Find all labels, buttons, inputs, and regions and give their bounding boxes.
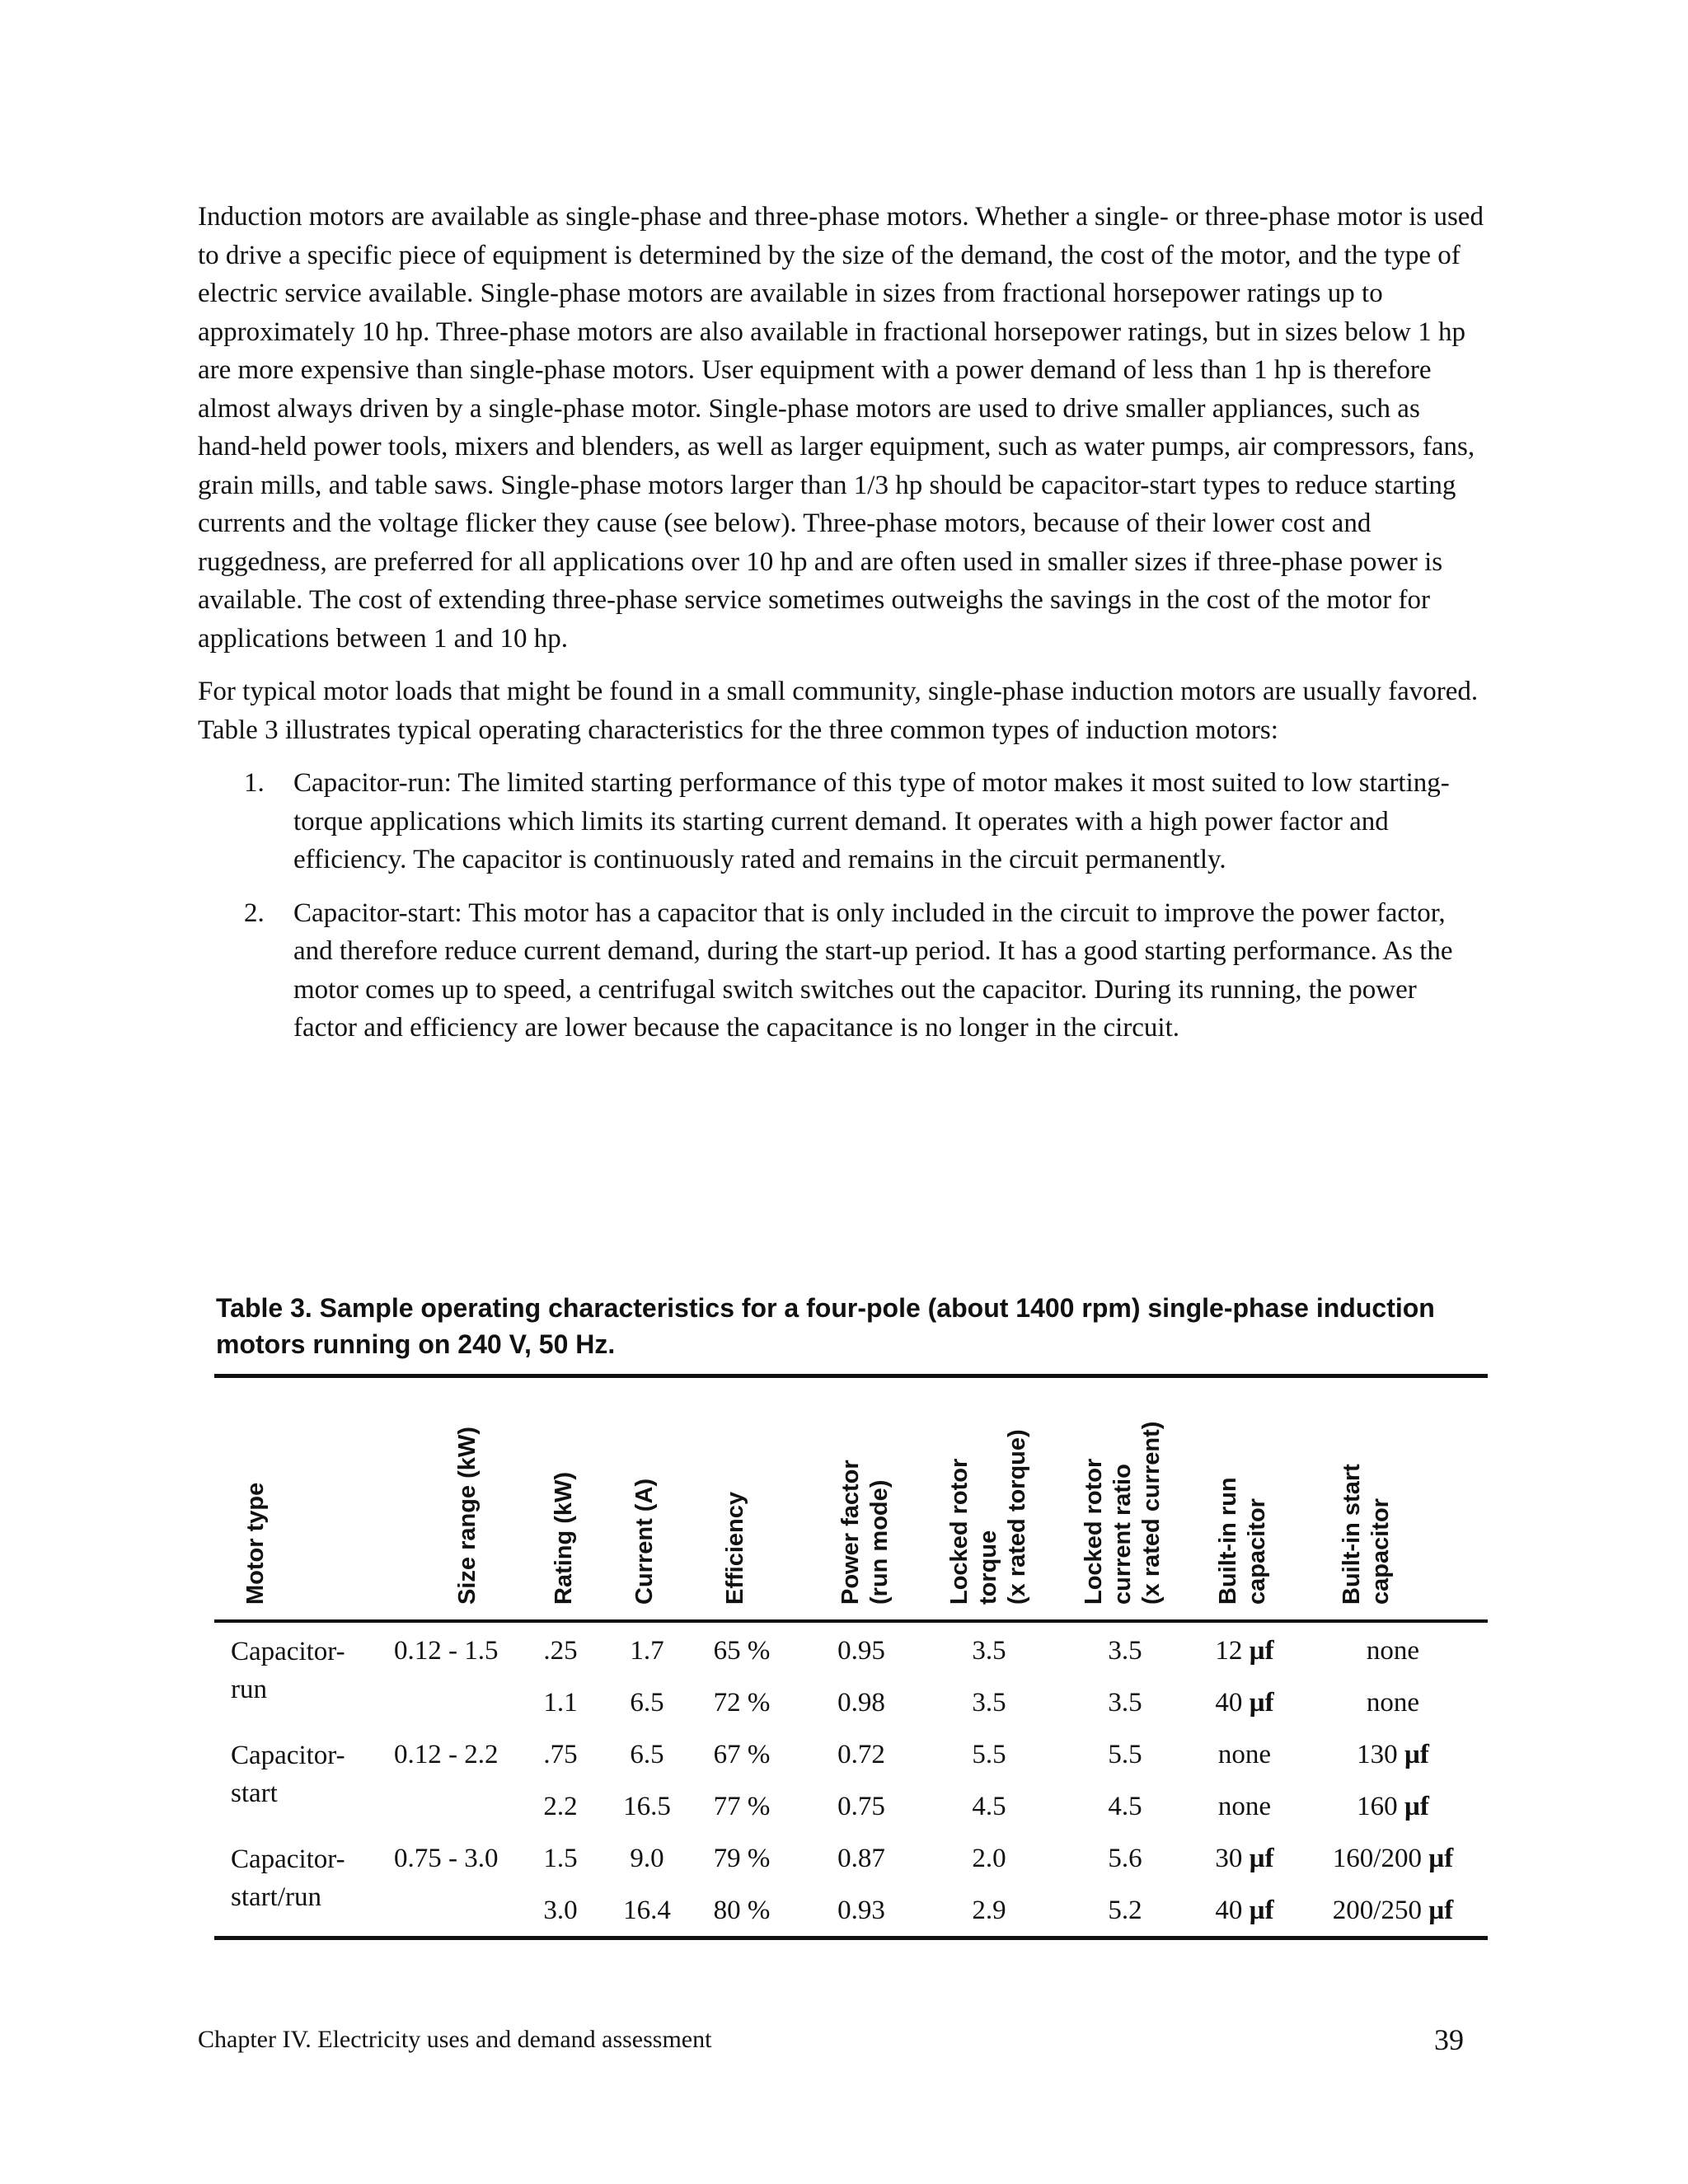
paragraph: Induction motors are available as single-phase and three-phase motors. Whether a single- or three-phase motor is used to drive a specific piece of equipment is determined by the size of the demand, the cost of the motor, and the type of electric service available. Single-phase motors are available in sizes from fractional horsepower ratings up to approximately 10 hp. Three-phase motors are also available in fractional horsepower ratings, but in sizes below 1 hp are more expensive than single-phase motors. User equipment with a power demand of less than 1 hp is therefore almost always driven by a single-phase motor. Single-phase motors are used to drive smaller appliances, such as hand-held power tools, mixers and blenders, as well as larger equipment, such as water pumps, air compressors, fans, grain mills, and table saws. Single-phase motors larger than 1/3 hp should be capacitor-start types to reduce starting currents and the voltage flicker they cause (see below). Three-phase motors, because of their lower cost and ruggedness, are preferred for all applications over 10 hp and are often used in smaller sizes if three-phase power is available. The cost of extending three-phase service sometimes outweighs the savings in the cost of the motor for applications between 1 and 10 hp. [198, 202, 1484, 654]
size-range-cell: 0.12 - 1.5 [394, 1636, 499, 1666]
rating-cell: 3.0 [543, 1896, 578, 1925]
locked-current-cell: 4.5 [1108, 1792, 1142, 1821]
rating-cell: 1.1 [543, 1688, 578, 1718]
run-capacitor-cell: 12 µf [1215, 1636, 1274, 1666]
efficiency-cell: 79 % [713, 1844, 771, 1873]
efficiency-cell: 77 % [713, 1792, 771, 1821]
run-capacitor-cell: 40 µf [1215, 1688, 1274, 1718]
start-capacitor-cell: 130 µf [1357, 1740, 1429, 1769]
motor-type-cell: Capacitor- start [231, 1741, 345, 1808]
paragraph: For typical motor loads that might be found in a small community, single-phase induction motors are usually favored. Table 3 illustrates typical operating characteristics for the three common types of induction motors: [198, 677, 1479, 745]
list-item [198, 894, 1484, 1047]
start-capacitor-cell: 160 µf [1357, 1792, 1429, 1821]
rating-cell: .25 [543, 1636, 578, 1666]
start-capacitor-cell: 200/250 µf [1332, 1896, 1454, 1925]
current-cell: 1.7 [630, 1636, 664, 1666]
list-item-text: Capacitor-run: The limited starting performance of this type of motor makes it most suited to low starting-torque applications which limits its starting current demand. It operates with a high power factor and efficiency. The capacitor is continuously rated and remains in the circuit permanently. [293, 768, 1450, 874]
locked-torque-cell: 3.5 [972, 1636, 1006, 1666]
efficiency-cell: 80 % [713, 1896, 771, 1925]
header-start-capacitor: Built-in start capacitor [1339, 1464, 1394, 1605]
header-locked-rotor-current: Locked rotor current ratio (x rated current) [1081, 1421, 1165, 1605]
table-caption: Table 3. Sample operating characteristics for a four-pole (about 1400 rpm) single-phase induction motors running on 240 V, 50 Hz. [216, 1293, 1435, 1359]
body-text [198, 198, 1484, 1062]
locked-torque-cell: 2.9 [972, 1896, 1006, 1925]
header-current: Current (A) [631, 1478, 658, 1605]
list-item [198, 764, 1484, 879]
current-cell: 9.0 [630, 1844, 664, 1873]
power-factor-cell: 0.93 [837, 1896, 885, 1925]
header-motor-type: Motor type [242, 1482, 269, 1605]
run-capacitor-cell: none [1217, 1740, 1272, 1769]
run-capacitor-cell: 40 µf [1215, 1896, 1274, 1925]
current-cell: 16.4 [623, 1896, 671, 1925]
power-factor-cell: 0.75 [837, 1792, 885, 1821]
current-cell: 16.5 [623, 1792, 671, 1821]
page-number: 39 [1434, 2023, 1464, 2056]
header-size-range: Size range (kW) [454, 1427, 481, 1605]
rating-cell: 1.5 [543, 1844, 578, 1873]
footer-chapter-title: Chapter IV. Electricity uses and demand assessment [198, 2026, 712, 2053]
locked-current-cell: 5.5 [1108, 1740, 1142, 1769]
efficiency-cell: 72 % [713, 1688, 771, 1718]
start-capacitor-cell: 160/200 µf [1332, 1844, 1454, 1873]
size-range-cell: 0.12 - 2.2 [394, 1740, 499, 1769]
efficiency-cell: 67 % [713, 1740, 771, 1769]
locked-torque-cell: 5.5 [972, 1740, 1006, 1769]
table-body [214, 1623, 1488, 1936]
size-range-cell: 0.75 - 3.0 [394, 1844, 499, 1873]
header-power-factor: Power factor (run mode) [837, 1460, 893, 1605]
power-factor-cell: 0.72 [837, 1740, 885, 1769]
locked-torque-cell: 3.5 [972, 1688, 1006, 1718]
motor-type-cell: Capacitor- start/run [231, 1844, 345, 1912]
power-factor-cell: 0.98 [837, 1688, 885, 1718]
locked-current-cell: 5.2 [1108, 1896, 1142, 1925]
motor-type-cell: Capacitor- run [231, 1637, 345, 1704]
rating-cell: .75 [543, 1740, 578, 1769]
locked-torque-cell: 4.5 [972, 1792, 1006, 1821]
list-item-text: Capacitor-start: This motor has a capacitor that is only included in the circuit to improve the power factor, and therefore reduce current demand, during the start-up period. It has a good starting performance. As the motor comes up to speed, a centrifugal switch switches out the capacitor. During its running, the power factor and efficiency are lower because the capacitance is no longer in the circuit. [293, 898, 1453, 1043]
current-cell: 6.5 [630, 1740, 664, 1769]
rating-cell: 2.2 [543, 1792, 578, 1821]
table-header-row [214, 1378, 1488, 1619]
run-capacitor-cell: 30 µf [1215, 1844, 1274, 1873]
current-cell: 6.5 [630, 1688, 664, 1718]
header-locked-rotor-torque: Locked rotor torque (x rated torque) [946, 1429, 1030, 1605]
locked-current-cell: 5.6 [1108, 1844, 1142, 1873]
list-number: 2. [244, 898, 265, 928]
motor-characteristics-table [214, 1374, 1488, 1940]
power-factor-cell: 0.95 [837, 1636, 885, 1666]
locked-torque-cell: 2.0 [972, 1844, 1006, 1873]
header-efficiency: Efficiency [722, 1492, 748, 1605]
locked-current-cell: 3.5 [1108, 1636, 1142, 1666]
run-capacitor-cell: none [1217, 1792, 1272, 1821]
power-factor-cell: 0.87 [837, 1844, 885, 1873]
numbered-list [198, 764, 1484, 1047]
start-capacitor-cell: none [1366, 1636, 1420, 1666]
table-bottom-rule [214, 1936, 1488, 1940]
efficiency-cell: 65 % [713, 1636, 771, 1666]
header-rating: Rating (kW) [551, 1471, 577, 1605]
list-number: 1. [244, 768, 265, 798]
locked-current-cell: 3.5 [1108, 1688, 1142, 1718]
header-run-capacitor: Built-in run capacitor [1215, 1477, 1270, 1605]
start-capacitor-cell: none [1366, 1688, 1420, 1718]
